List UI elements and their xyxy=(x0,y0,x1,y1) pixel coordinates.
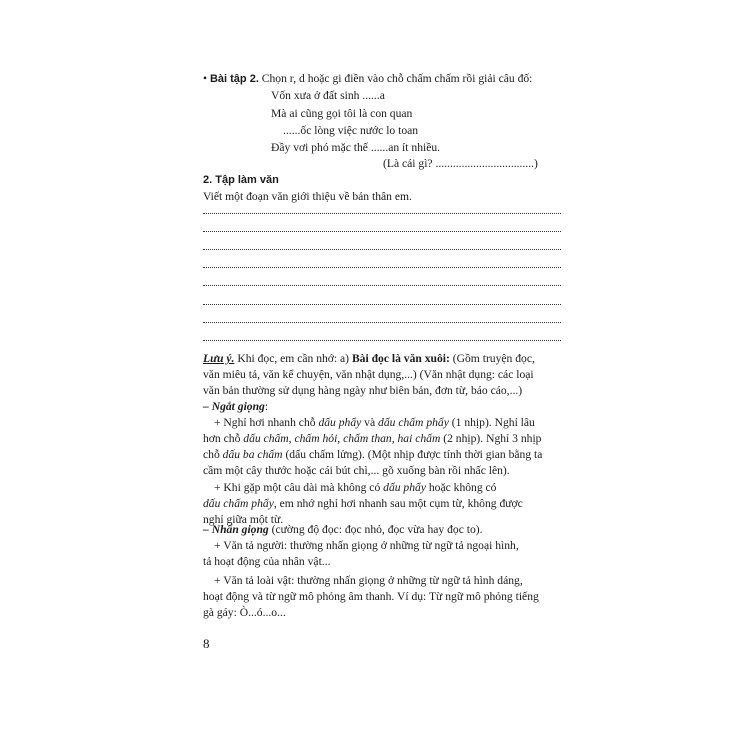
pause-p1-line-1 xyxy=(214,416,535,430)
writing-line xyxy=(203,249,561,250)
writing-line xyxy=(203,322,561,323)
text-italic: dấu chấm, chấm hỏi, chấm than, hai chấm xyxy=(243,432,441,445)
composition-prompt: Viết một đoạn văn giới thiệu về bản thân em. xyxy=(203,190,412,203)
pause-p2-line-3: nghỉ giữa một từ. xyxy=(203,513,284,526)
text: , em nhớ nghỉ hơi nhanh sau một cụm từ, không được xyxy=(273,497,523,510)
pause-p1-line-3 xyxy=(203,448,542,462)
composition-heading: 2. Tập làm văn xyxy=(203,174,279,186)
exercise-label: Bài tập 2. xyxy=(209,73,259,85)
text-italic: dấu chấm phẩy xyxy=(203,497,274,510)
exercise-instruction-line xyxy=(203,72,532,86)
text: + Khi gặp một câu dài mà không có xyxy=(214,481,384,494)
writing-line xyxy=(203,213,561,214)
text-italic: dấu ba chấm xyxy=(222,448,283,461)
verse-line-4: Đầy vơi phó mặc thế ......an ít nhiều. xyxy=(271,141,441,154)
bullet: • xyxy=(203,72,208,85)
stress-p1-line-1: + Văn tả người: thường nhấn giọng ở những từ ngữ tả ngoại hình, xyxy=(214,539,519,552)
writing-line xyxy=(203,267,561,268)
stress-p2-line-2: hoạt động và từ ngữ mô phỏng âm thanh. Ví dụ: Từ ngữ mô phỏng tiếng xyxy=(203,590,539,603)
writing-line xyxy=(203,285,561,286)
stress-title: – Nhấn giọng xyxy=(203,523,269,536)
stress-p2-line-3: gà gáy: Ò...ó...o... xyxy=(203,606,286,619)
pause-heading xyxy=(203,400,268,414)
stress-p2-line-1: + Văn tả loài vật: thường nhấn giọng ở những từ ngữ tả hình dáng, xyxy=(214,574,523,587)
note-intro-line-3: văn bản thường sử dụng hàng ngày như biên bản, đơn từ, báo cáo,...) xyxy=(203,384,523,397)
text-italic: dấu phẩy xyxy=(383,481,426,494)
pause-p1-line-2 xyxy=(203,432,541,446)
verse-line-2: Mà ai cũng gọi tôi là con quan xyxy=(271,107,413,120)
note-intro-line-2: văn miêu tả, văn kể chuyện, văn nhật dụng,...) (Văn nhật dụng: các loại xyxy=(203,368,534,381)
note-text: Khi đọc, em cần nhớ: a) xyxy=(234,352,352,365)
text: (dấu chấm lửng). (Một nhịp được tính thời gian bằng ta xyxy=(282,448,543,461)
stress-rest: (cường độ đọc: đọc nhỏ, đọc vừa hay đọc to). xyxy=(268,523,483,536)
text: + Nghỉ hơi nhanh chỗ xyxy=(214,416,319,429)
stress-p1-line-2: tả hoạt động của nhân vật... xyxy=(203,555,331,568)
writing-line xyxy=(203,340,561,341)
pause-p2-line-2 xyxy=(203,497,523,511)
text: hơn chỗ xyxy=(203,432,244,445)
pause-p1-line-4: cầm một cây thước hoặc cái bút chì,... gõ xuống bàn rồi nhấc lên). xyxy=(203,464,510,477)
pause-colon: : xyxy=(264,400,269,413)
text-italic: dấu phẩy xyxy=(318,416,362,429)
pause-p2-line-1 xyxy=(214,481,496,495)
note-label: Lưu ý. xyxy=(203,352,235,365)
verse-line-3: ......ốc lòng việc nước lo toan xyxy=(283,124,419,137)
writing-line xyxy=(203,304,561,305)
writing-line xyxy=(203,231,561,232)
text: chỗ xyxy=(203,448,223,461)
text: (1 nhịp). Nghỉ lâu xyxy=(448,416,535,429)
exercise-instruction: Chọn r, d hoặc gi điền vào chỗ chấm chấm rồi giải câu đố: xyxy=(261,72,533,85)
text: (2 nhịp). Nghỉ 3 nhịp xyxy=(440,432,542,445)
text-italic: dấu chấm phẩy xyxy=(378,416,449,429)
note-bold: Bài đọc là văn xuôi: xyxy=(351,352,450,365)
pause-title: – Ngắt giọng xyxy=(203,400,265,413)
stress-heading xyxy=(203,523,483,537)
verse-line-1: Vốn xưa ở đất sinh ......a xyxy=(271,89,385,102)
riddle-answer-prompt: (Là cái gì? ..................................) xyxy=(383,157,538,170)
note-intro-line-1 xyxy=(203,352,535,366)
text: hoặc không có xyxy=(425,481,497,494)
text: và xyxy=(361,416,379,429)
page-number: 8 xyxy=(203,636,210,651)
note-text: (Gồm truyện đọc, xyxy=(449,352,535,365)
